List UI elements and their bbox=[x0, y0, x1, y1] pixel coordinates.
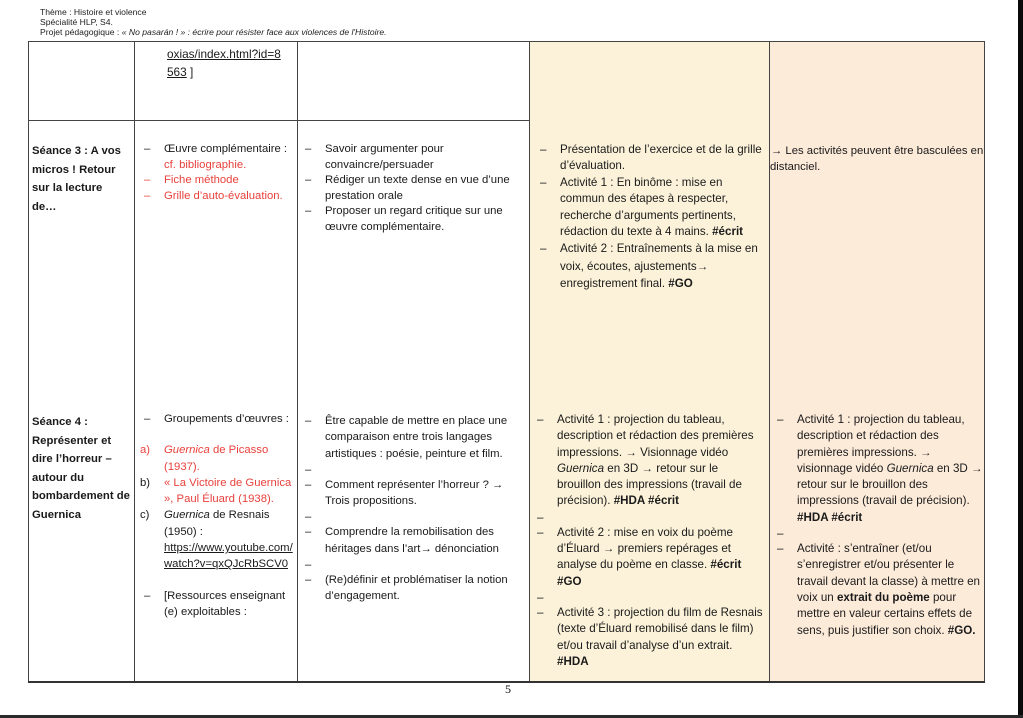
seance4-class-activities bbox=[533, 412, 765, 670]
objective-item: – Être capable de mettre en place une comparaison entre trois langages artistiques : poésie, peinture et film. bbox=[301, 413, 526, 462]
page-edge bbox=[1018, 0, 1023, 718]
artwork-item-b: b) « La Victoire de Guernica », Paul Éluard (1938). bbox=[140, 476, 292, 506]
resource-item: – Fiche méthode bbox=[140, 173, 294, 189]
table-border-top bbox=[28, 41, 984, 42]
column-divider bbox=[134, 41, 135, 682]
objective-item: – Proposer un regard critique sur une œuvre complémentaire. bbox=[301, 204, 526, 235]
activity-item: – Activité 1 : projection du tableau, description et rédaction des premières impressions. → visionnage vidéo Guernica en 3D → retour sur le brouillon des impressions (travail de précision). #HDA #écrit bbox=[773, 412, 983, 526]
objective-item: – Rédiger un texte dense en vue d’une prestation orale bbox=[301, 173, 526, 204]
objective-item: – Comment représenter l’horreur ? → Trois propositions. bbox=[301, 477, 526, 510]
table-border-right bbox=[984, 41, 985, 682]
page-number: 5 bbox=[505, 682, 511, 696]
carryover-resource-cell: oxias/index.html?id=8 563 ] bbox=[167, 47, 281, 79]
activity-item: – Activité 3 : projection du film de Resnais (texte d’Éluard remobilisé dans le film) et/ou travail d’analyse d’un extrait. #HDA bbox=[533, 605, 765, 670]
tag-ecrit: #écrit bbox=[712, 225, 744, 239]
objective-item: – Savoir argumenter pour convaincre/persuader bbox=[301, 142, 526, 173]
seance4-title: Séance 4 : Représenter et dire l’horreur – autour du bombardement de Guernica bbox=[32, 416, 130, 521]
resource-item: – Œuvre complémentaire : cf. bibliographie. bbox=[140, 142, 294, 173]
objective-item: – Comprendre la remobilisation des héritages dans l’art→ dénonciation bbox=[301, 524, 526, 557]
seance4-remote-activities bbox=[773, 412, 983, 639]
resource-link[interactable]: oxias/index.html?id=8 563 bbox=[167, 47, 281, 79]
column-divider bbox=[769, 41, 770, 682]
seance3-remote-note: → Les activités peuvent être basculées en distanciel. bbox=[770, 145, 984, 173]
table-border-left bbox=[28, 41, 29, 682]
resource-group-label: – Groupements d’œuvres : bbox=[140, 411, 294, 427]
column-divider bbox=[529, 41, 530, 682]
header-project: Projet pédagogique : « No pasarán ! » : écrire pour résister face aux violences de l'Histoire. bbox=[40, 27, 387, 37]
project-title: « No pasarán ! » : écrire pour résister face aux violences de l'Histoire. bbox=[121, 27, 387, 37]
column-divider bbox=[297, 41, 298, 682]
seance3-activities bbox=[536, 142, 764, 292]
artwork-item-a: a) Guernica de Picasso (1937). bbox=[140, 444, 269, 473]
activity-item: – Activité 1 : projection du tableau, description et rédaction des premières impressions. → Visionnage vidéo Guernica en 3D → retour sur le brouillon des impressions (travail de précision). #HDA #écrit bbox=[533, 412, 765, 510]
seance3-objectives bbox=[301, 142, 526, 236]
teacher-resources: – [Ressources enseignant(e) exploitables : bbox=[140, 588, 294, 621]
row-divider bbox=[28, 120, 529, 121]
artwork-item-c: c) Guernica de Resnais (1950) : https://www.youtube.com/watch?v=qxQJcRbSCV0 bbox=[140, 509, 293, 571]
tag-go: #GO bbox=[668, 276, 693, 290]
tag-go: #GO. bbox=[947, 623, 976, 637]
lesson-table bbox=[28, 41, 984, 682]
tags: #HDA #écrit bbox=[797, 510, 863, 524]
seance3-title: Séance 3 : A vos micros ! Retour sur la lecture de… bbox=[32, 145, 121, 213]
tag-hda: #HDA bbox=[557, 654, 589, 668]
tags: #écrit #GO bbox=[557, 558, 742, 588]
seance4-resources bbox=[140, 411, 294, 620]
activity-item: – Activité 2 : Entraînements à la mise en voix, écoutes, ajustements→ enregistrement final. #GO bbox=[536, 240, 764, 292]
activity-item: – Activité : s’entraîner (et/ou s’enregistrer et/ou présenter le travail devant la classe) à mettre en voix un extrait du poème pour mettre en valeur certains effets de sens, puis justifier son choix. #GO. bbox=[773, 541, 983, 639]
activity-item: – Activité 1 : En binôme : mise en commun des étapes à respecter, recherche d’arguments pertinents, rédaction du texte à 4 mains. #écrit bbox=[536, 175, 764, 241]
resource-item: – Grille d’auto-évaluation. bbox=[140, 189, 294, 205]
youtube-link[interactable]: https://www.youtube.com/watch?v=qxQJcRbSCV0 bbox=[164, 542, 293, 571]
header-speciality: Spécialité HLP, S4. bbox=[40, 17, 113, 27]
header-theme: Thème : Histoire et violence bbox=[40, 7, 147, 17]
objective-item: – (Re)définir et problématiser la notion d’engagement. bbox=[301, 572, 526, 605]
seance3-resources bbox=[140, 142, 294, 204]
tags: #HDA #écrit bbox=[613, 494, 679, 508]
activity-item: – Activité 2 : mise en voix du poème d’Éluard → premiers repérages et analyse du poème en classe. #écrit #GO bbox=[533, 525, 765, 590]
page-header bbox=[40, 7, 387, 37]
seance4-objectives bbox=[301, 413, 526, 605]
activity-item: – Présentation de l’exercice et de la grille d’évaluation. bbox=[536, 142, 764, 175]
